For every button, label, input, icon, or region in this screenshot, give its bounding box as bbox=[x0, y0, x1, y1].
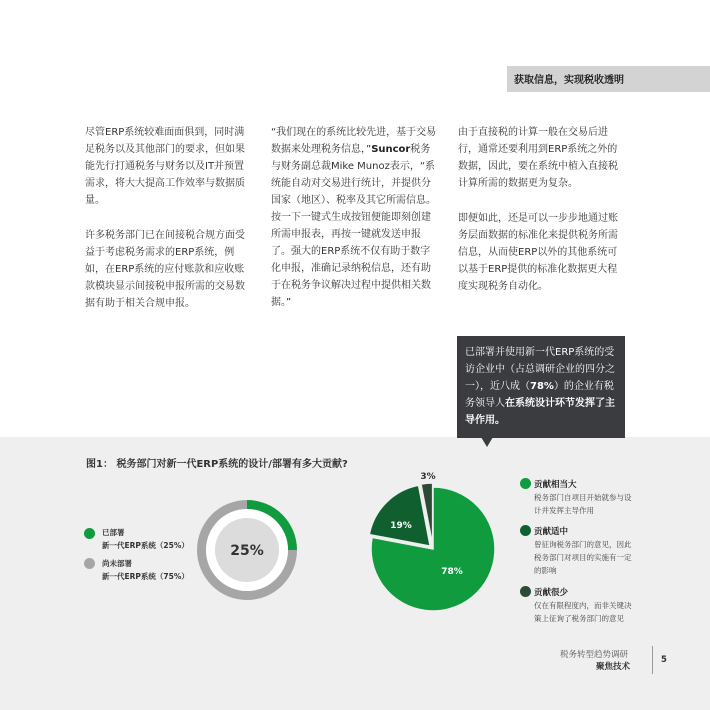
quote-text: 税务与财务副总裁Mike Munoz表示，“系统能自动对交易进行统计，并提供分国家（地区）、税率及其它所需信息。按一下一键式生成按钮便能即刻创建所需申报表，再按一键就发送申报了。强大的ERP系统不仅有助于数字化申报，准确记录纳税信息，还有助于在税务争议解决过程中提供相关数据。” bbox=[271, 144, 436, 308]
figure-title: 图1： 税务部门对新一代ERP系统的设计/部署有多大贡献? bbox=[86, 459, 348, 470]
legend-desc-large: 税务部门自项目开始就参与设计并发挥主导作用 bbox=[534, 493, 632, 515]
callout-highlight: 在系统设计环节发挥了主导作用。 bbox=[465, 398, 615, 426]
legend-dot-moderate bbox=[520, 525, 531, 536]
legend-desc-little: 仅在有限程度内，而非关键决策上征询了税务部门的意见 bbox=[534, 601, 632, 623]
paragraph: 许多税务部门已在间接税合规方面受益于考虑税务需求的ERP系统，例如，在ERP系统的应付账款和应收账款模块显示间接税申报所需的交易数据有助于相关合规申报。 bbox=[85, 230, 245, 309]
callout-text-part: ）的企业有税务领导人 bbox=[465, 381, 614, 409]
footer-section: 聚焦技术 bbox=[596, 662, 631, 672]
pie-slice-1 bbox=[369, 485, 430, 546]
legend-title-little: 贡献很少 bbox=[534, 588, 569, 598]
pie-data-label-2: 3% bbox=[420, 472, 436, 482]
pie-data-label-1: 19% bbox=[390, 521, 412, 531]
quote-text: “我们现在的系统比较先进，基于交易数据来处理税务信息，” bbox=[271, 127, 437, 155]
legend-dot-large bbox=[520, 478, 531, 489]
footer-report-title: 税务转型趋势调研 bbox=[560, 650, 629, 660]
legend-label-not-deployed: 尚未部署 新一代ERP系统（75%） bbox=[102, 559, 189, 581]
legend-title-large: 贡献相当大 bbox=[534, 480, 577, 490]
legend-dot-little bbox=[520, 586, 531, 597]
legend-desc-moderate: 曾征询税务部门的意见，因此税务部门对项目的实施有一定的影响 bbox=[534, 540, 632, 575]
paragraph: 由于直接税的计算一般在交易后进行，通常还要利用到ERP系统之外的数据，因此，要在系统中植入直接税计算所需的数据更为复杂。 bbox=[458, 127, 618, 189]
page-number: 5 bbox=[661, 655, 667, 665]
company-name: Suncor bbox=[371, 144, 411, 155]
callout-text-part: 已部署并使用新一代ERP系统的受访企业中（占总调研企业的四分之一），近八成（ bbox=[465, 347, 615, 392]
paragraph: 尽管ERP系统较难面面俱到，同时满足税务以及其他部门的要求，但如果能先行打通税务与财务以及IT并预置需求，将大大提高工作效率与数据质量。 bbox=[85, 127, 245, 206]
callout-highlight: 78% bbox=[530, 381, 554, 392]
paragraph: 即便如此，还是可以一步步地通过账务层面数据的标准化来提供税务所需信息，从而使ERP以外的其他系统可以基于ERP提供的标准化数据更大程度实现税务自动化。 bbox=[458, 213, 618, 292]
pie-data-label-0: 78% bbox=[441, 567, 463, 577]
contribution-pie-chart bbox=[369, 472, 495, 611]
legend-label-deployed: 已部署 新一代ERP系统（25%） bbox=[102, 528, 189, 550]
deployment-donut-chart bbox=[197, 500, 297, 600]
donut-center-label: 25% bbox=[230, 543, 264, 559]
footer-divider bbox=[652, 646, 653, 674]
legend-title-moderate: 贡献适中 bbox=[534, 527, 569, 537]
section-title: 获取信息，实现税收透明 bbox=[514, 75, 624, 86]
